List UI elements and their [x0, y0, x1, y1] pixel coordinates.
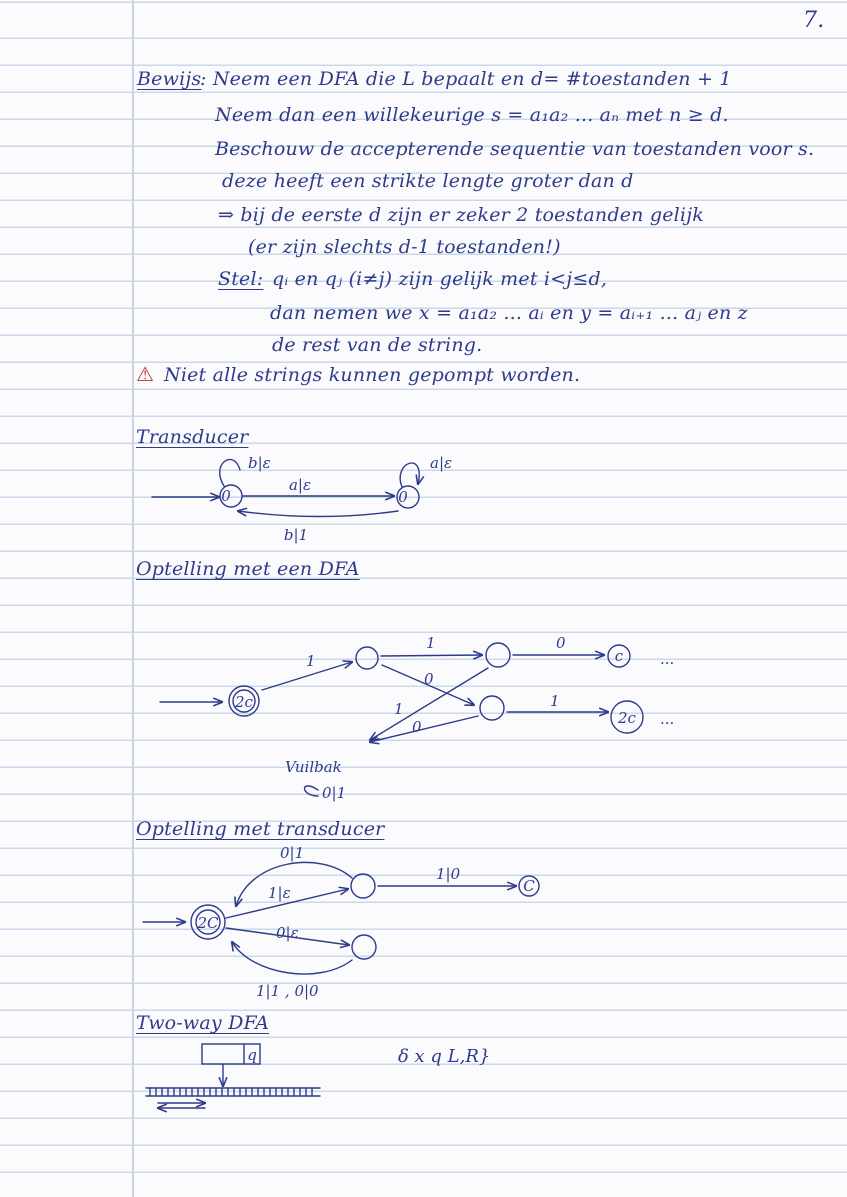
dfa-edge-mid-c-label: 0 [556, 634, 566, 652]
stel-label: Stel: [218, 268, 264, 290]
dfa-ellipsis-top: ... [660, 650, 675, 668]
dfa-state-low [480, 696, 504, 720]
warning-text: Niet alle strings kunnen gepompt worden. [164, 364, 581, 386]
dfa-addition-diagram [160, 643, 643, 796]
transducer-loop-b-label: a|ε [430, 454, 453, 472]
proof-line-6: (er zijn slechts d-1 toestanden!) [248, 236, 561, 258]
tape-head-state-label: q [247, 1046, 257, 1064]
dfa-edge-cross-top-label: 0 [424, 670, 434, 688]
dfa-trash-loop-label: 0|1 [322, 784, 347, 802]
dfa-addition-heading: Optelling met een DFA [136, 558, 360, 580]
ta-loop-top [236, 862, 352, 906]
dfa-state-mid [486, 643, 510, 667]
two-way-delta-text: δ x q L,R} [398, 1046, 491, 1067]
proof-line-2: Neem dan een willekeurige s = a₁a₂ ... aₙ met n ≥ d. [215, 104, 729, 126]
two-way-dfa-diagram [146, 1044, 320, 1108]
dfa-edge-to-trash [370, 716, 478, 742]
proof-line-3: Beschouw de accepterende sequentie van toestanden voor s. [215, 138, 815, 160]
ta-start-state-label: 2C [197, 914, 219, 932]
transducer-state-a-label: 0 [221, 487, 231, 505]
ta-loop-top-label: 0|1 [280, 844, 305, 862]
transducer-edge-ba [238, 511, 398, 517]
ta-edge-bottom-label: 0|ε [276, 924, 299, 942]
proof-line-8: dan nemen we x = a₁a₂ ... aᵢ en y = aᵢ₊₁ ... aⱼ en z [270, 302, 748, 324]
ta-state-bottom [352, 935, 376, 959]
proof-line-4: deze heeft een strikte lengte groter dan d [222, 170, 634, 192]
dfa-state-c-label: c [614, 647, 624, 665]
page-number: 7. [803, 8, 825, 33]
dfa-trash-loop [305, 786, 319, 796]
transducer-loop-a [220, 459, 240, 486]
proof-line-7: qᵢ en qⱼ (i≠j) zijn gelijk met i<j≤d, [272, 268, 608, 290]
proof-line-5: ⇒ bij de eerste d zijn er zeker 2 toestanden gelijk [218, 204, 705, 226]
tape-cells [150, 1088, 312, 1096]
dfa-edge-start-top-label: 1 [306, 652, 316, 670]
transducer-diagram [152, 459, 419, 516]
dfa-state-top [356, 647, 378, 669]
two-way-dfa-heading: Two-way DFA [136, 1012, 270, 1034]
transducer-edge-ab-label: a|ε [288, 476, 312, 494]
dfa-edge-low-2c-label: 1 [550, 692, 560, 710]
transducer-state-b-label: 0 [398, 488, 408, 506]
ta-edge-to-c-label: 1|0 [436, 865, 461, 883]
dfa-edge-cross-low-label: 1 [394, 700, 404, 718]
ta-loop-bottom-label: 1|1 , 0|0 [256, 982, 319, 1000]
transducer-loop-a-label: b|ε [248, 454, 271, 472]
transducer-edge-ba-label: b|1 [283, 526, 309, 544]
proof-heading: Bewijs [137, 68, 202, 90]
transducer-addition-heading: Optelling met transducer [136, 818, 385, 840]
proof-line-1: : Neem een DFA die L bepaalt en d= #toestanden + 1 [200, 68, 732, 90]
dfa-start-state-label: 2c [235, 693, 253, 711]
warning-triangle-icon: ⚠ [136, 362, 155, 386]
ta-loop-bottom [232, 942, 352, 974]
dfa-ellipsis-bottom: ... [660, 710, 675, 728]
ta-state-c-label: C [523, 877, 535, 895]
dfa-trash-label: Vuilbak [285, 758, 342, 776]
dfa-state-2c-right-label: 2c [618, 709, 636, 727]
dfa-edge-top-mid [381, 655, 482, 656]
transducer-loop-b [400, 463, 419, 487]
ta-state-top [351, 874, 375, 898]
dfa-edge-top-mid-label: 1 [426, 634, 436, 652]
proof-line-9: de rest van de string. [272, 334, 483, 356]
ta-edge-top-label: 1|ε [268, 884, 291, 902]
dfa-edge-to-trash-label: 0 [412, 718, 422, 736]
transducer-heading: Transducer [136, 426, 249, 448]
